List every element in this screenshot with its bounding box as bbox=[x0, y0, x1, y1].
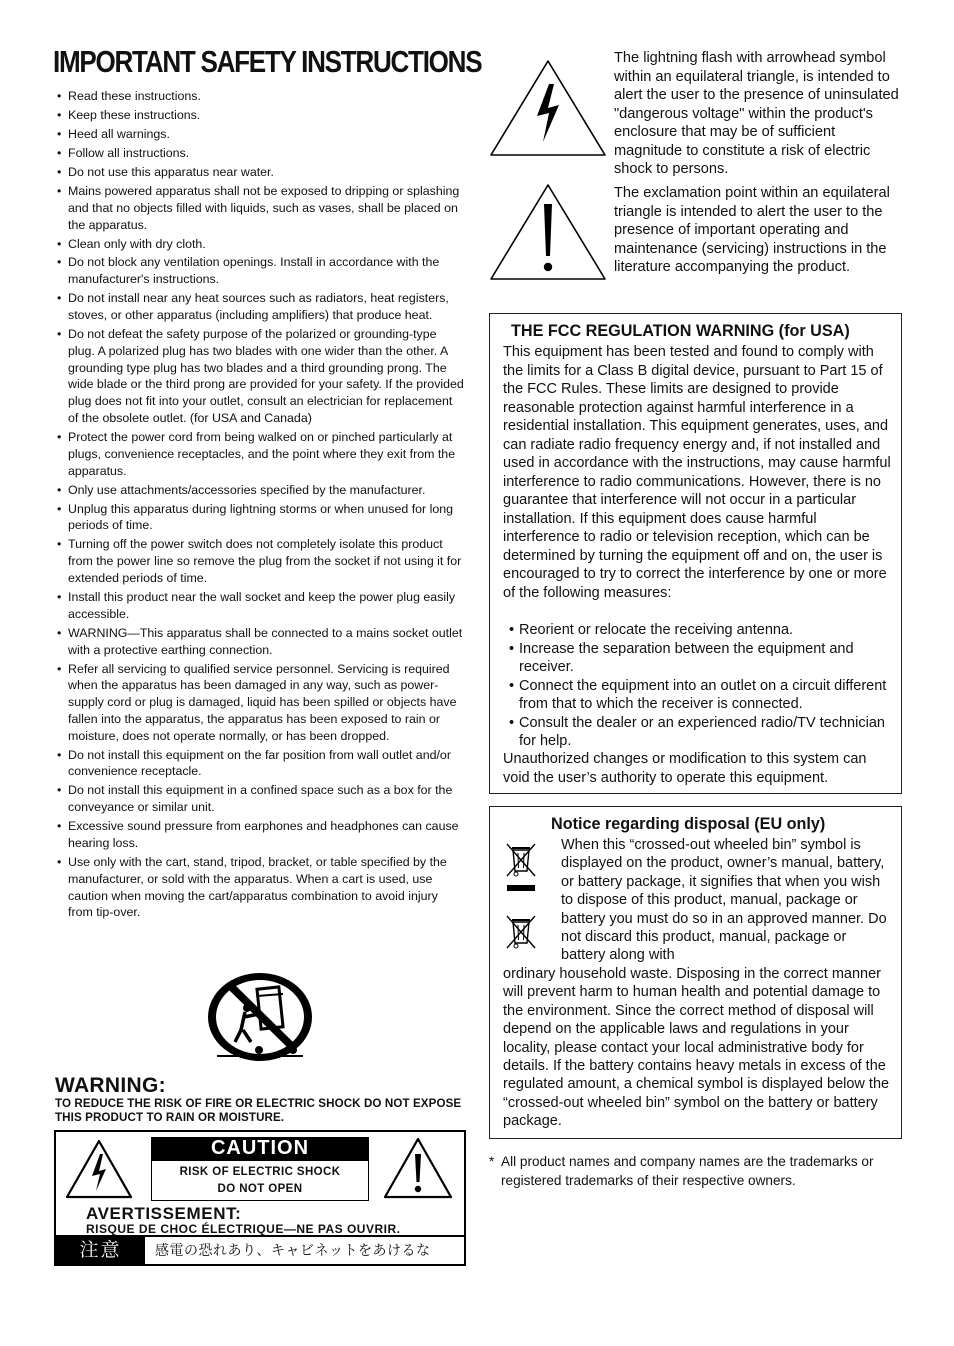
cart-tip-over-warning-icon bbox=[207, 972, 313, 1062]
lightning-triangle-icon bbox=[64, 1138, 134, 1200]
japanese-caution-text: 感電の恐れあり、キャビネットをあけるな bbox=[155, 1242, 431, 1258]
footnote-text: All product names and company names are the trademarks or registered trademarks of their respective owners. bbox=[501, 1154, 874, 1188]
instruction-item: • Do not install this equipment in a confined space such as a box for the conveyance or similar unit. bbox=[55, 782, 465, 816]
fcc-measure-item: • Connect the equipment into an outlet on a circuit different from that to which the receiver is connected. bbox=[509, 677, 889, 714]
fcc-measure-item: • Increase the separation between the equipment and receiver. bbox=[509, 640, 889, 677]
fcc-measures-list bbox=[509, 621, 889, 751]
caution-line-2: DO NOT OPEN bbox=[217, 1183, 303, 1195]
instruction-item: • Refer all servicing to qualified service personnel. Servicing is required when the apparatus has been damaged in any way, such as power-supply cord or plug is damaged, liquid has been spilled or objects have fallen into the apparatus, the apparatus has been exposed to rain or moisture, does not operate normally, or has been dropped. bbox=[55, 661, 465, 745]
disposal-notice-box bbox=[489, 806, 902, 1139]
avertissement-title: AVERTISSEMENT: bbox=[86, 1204, 242, 1223]
page-title: IMPORTANT SAFETY INSTRUCTIONS bbox=[53, 44, 482, 79]
instruction-item: • Clean only with dry cloth. bbox=[55, 236, 465, 253]
caution-subtext bbox=[151, 1160, 369, 1201]
caution-line-1: RISK OF ELECTRIC SHOCK bbox=[179, 1166, 341, 1178]
disposal-body-part-1: When this “crossed-out wheeled bin” symbol is displayed on the product, owner’s manual, battery, or battery package, it signifies that when you wish to dispose of this product, manual, package or battery you must do so in an approved manner. Do not discard this product, manual, package or battery along with bbox=[561, 837, 887, 964]
instruction-item: • Follow all instructions. bbox=[55, 145, 465, 162]
lightning-symbol-description: The lightning flash with arrowhead symbol within an equilateral triangle, is intended to alert the user to the presence of uninsulated "dangerous voltage" within the product's enclosure that may be of sufficient magnitude to constitute a risk of electric shock to persons. bbox=[614, 50, 899, 177]
instruction-item: • Do not use this apparatus near water. bbox=[55, 164, 465, 181]
instruction-item: • Do not install this equipment on the far position from wall outlet and/or convenience receptacle. bbox=[55, 747, 465, 781]
instruction-item: • Unplug this apparatus during lightning storms or when unused for long periods of time. bbox=[55, 501, 465, 535]
instruction-item: • Heed all warnings. bbox=[55, 126, 465, 143]
warning-text: TO REDUCE THE RISK OF FIRE OR ELECTRIC SHOCK DO NOT EXPOSE THIS PRODUCT TO RAIN OR MOISTURE. bbox=[55, 1097, 462, 1124]
crossed-out-bin-icon bbox=[503, 841, 539, 893]
fcc-warning-box bbox=[489, 313, 902, 794]
fcc-body: This equipment has been tested and found to comply with the limits for a Class B digital device, pursuant to Part 15 of the FCC Rules. These limits are designed to provide reasonable protection against harmful interference in a residential installation. This equipment generates, uses, and can radiate radio frequency energy and, if not installed and used in accordance with the instructions, may cause harmful interference to radio communications. However, there is no guarantee that interference will not occur in a particular installation. If this equipment does cause harmful interference to radio or television reception, which can be determined by turning the equipment off and on, the user is encouraged to try to correct the interference by one or more of the following measures: bbox=[503, 344, 891, 601]
instruction-item: • Protect the power cord from being walked on or pinched particularly at plugs, convenience receptacles, and the point where they exit from the apparatus. bbox=[55, 429, 465, 479]
fcc-closing: Unauthorized changes or modification to this system can void the user’s authority to operate this equipment. bbox=[503, 751, 867, 786]
instruction-item: • Use only with the cart, stand, tripod, bracket, or table specified by the manufacturer, or sold with the apparatus. When a cart is used, use caution when moving the cart/apparatus combination to avoid injury from tip-over. bbox=[55, 854, 465, 921]
exclamation-symbol-description: The exclamation point within an equilateral triangle is intended to alert the user to the presence of important operating and maintenance (servicing) instructions in the literature accompanying the product. bbox=[614, 185, 890, 275]
disposal-body-part-2: ordinary household waste. Disposing in the correct manner will prevent harm to human health and potential damage to the environment. Since the correct method of disposal will depend on the applicable laws and regulations in your locality, please contact your local administrative body for details. If the battery contains heavy metals in excess of the regulated amount, a chemical symbol is displayed below the “crossed-out wheeled bin” symbol on the battery or battery package. bbox=[503, 966, 890, 1130]
disposal-title: Notice regarding disposal (EU only) bbox=[551, 815, 826, 833]
exclamation-triangle-icon bbox=[489, 182, 607, 282]
crossed-out-bin-icon bbox=[503, 913, 539, 953]
avertissement-text: RISQUE DE CHOC ÉLECTRIQUE—NE PAS OUVRIR. bbox=[86, 1222, 401, 1236]
instruction-item: • Only use attachments/accessories specified by the manufacturer. bbox=[55, 482, 465, 499]
instruction-item: • Read these instructions. bbox=[55, 88, 465, 105]
instruction-item: • Keep these instructions. bbox=[55, 107, 465, 124]
instruction-item: • Mains powered apparatus shall not be exposed to dripping or splashing and that no objects filled with liquids, such as vases, shall be placed on the apparatus. bbox=[55, 183, 465, 233]
instruction-item: • Turning off the power switch does not completely isolate this product from the power line so remove the plug from the socket if not using it for extended periods of time. bbox=[55, 536, 465, 586]
instruction-item: • Do not defeat the safety purpose of the polarized or grounding-type plug. A polarized plug has two blades with one wider than the other. A grounding type plug has two blades and a third grounding prong. The wide blade or the third prong are provided for your safety. If the provided plug does not fit into your outlet, consult an electrician for replacement of the obsolete outlet. (for USA and Canada) bbox=[55, 326, 465, 427]
lightning-triangle-icon bbox=[489, 58, 607, 158]
instruction-item: • WARNING—This apparatus shall be connected to a mains socket outlet with a protective earthing connection. bbox=[55, 625, 465, 659]
trademark-footnote bbox=[489, 1152, 899, 1190]
caution-label bbox=[54, 1130, 466, 1266]
japanese-caution-label: 注意 bbox=[56, 1237, 145, 1264]
caution-header: CAUTION bbox=[151, 1137, 369, 1160]
fcc-measure-item: • Consult the dealer or an experienced radio/TV technician for help. bbox=[509, 714, 889, 751]
footnote-marker: * bbox=[489, 1154, 495, 1169]
warning-title: WARNING: bbox=[55, 1074, 166, 1097]
safety-instructions-list bbox=[55, 88, 465, 923]
instruction-item: • Do not block any ventilation openings. Install in accordance with the manufacturer's instructions. bbox=[55, 254, 465, 288]
instruction-item: • Do not install near any heat sources such as radiators, heat registers, stoves, or other apparatus (including amplifiers) that produce heat. bbox=[55, 290, 465, 324]
fcc-measure-item: • Reorient or relocate the receiving antenna. bbox=[509, 621, 889, 640]
exclamation-triangle-icon bbox=[382, 1136, 454, 1200]
instruction-item: • Excessive sound pressure from earphones and headphones can cause hearing loss. bbox=[55, 818, 465, 852]
fcc-title: THE FCC REGULATION WARNING (for USA) bbox=[511, 322, 850, 340]
instruction-item: • Install this product near the wall socket and keep the power plug easily accessible. bbox=[55, 589, 465, 623]
